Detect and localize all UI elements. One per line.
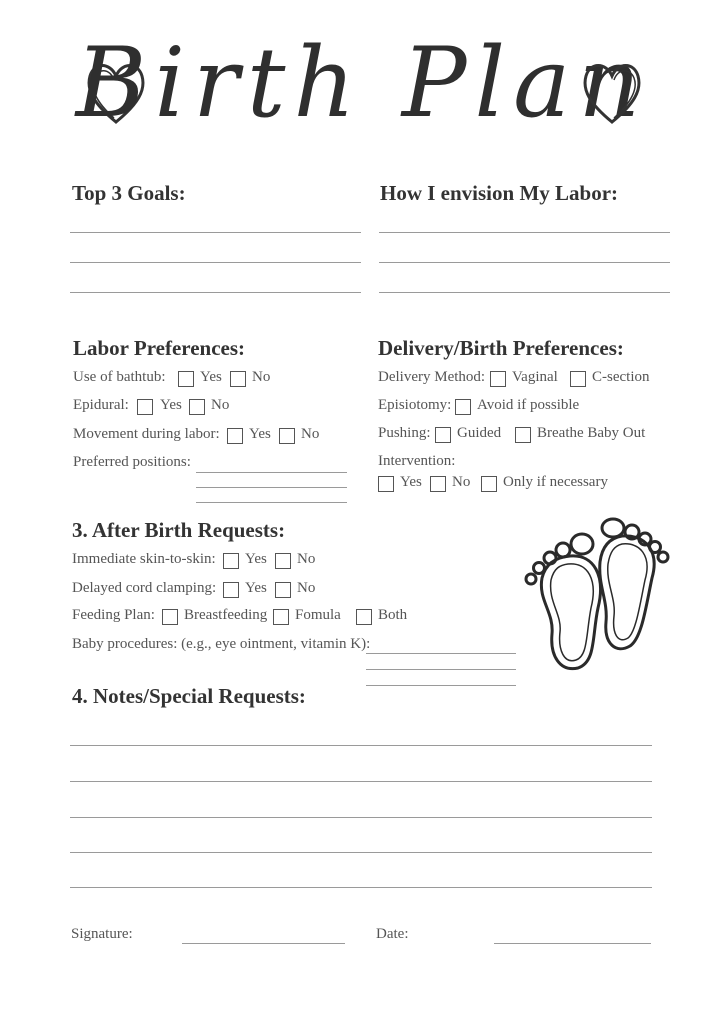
feeding-formula-label: Fomula bbox=[295, 607, 341, 623]
envision-line-1[interactable] bbox=[379, 232, 670, 233]
procedures-line-3[interactable] bbox=[366, 685, 516, 686]
delivery-heading: Delivery/Birth Preferences: bbox=[378, 336, 624, 360]
bathtub-yes-checkbox[interactable] bbox=[178, 371, 194, 387]
bathtub-label: Use of bathtub: bbox=[73, 369, 166, 385]
feeding-both-label: Both bbox=[378, 607, 408, 623]
goal-line-2[interactable] bbox=[70, 262, 361, 263]
intervention-yes-label: Yes bbox=[400, 474, 422, 490]
after-birth-heading: 3. After Birth Requests: bbox=[72, 518, 286, 542]
signature-label: Signature: bbox=[71, 926, 133, 942]
method-vaginal-label: Vaginal bbox=[512, 369, 558, 385]
episiotomy-label: Episiotomy: bbox=[378, 397, 452, 413]
envision-line-3[interactable] bbox=[379, 292, 670, 293]
pushing-guided-checkbox[interactable] bbox=[435, 427, 451, 443]
intervention-no-label: No bbox=[452, 474, 471, 490]
cord-yes-checkbox[interactable] bbox=[223, 582, 239, 598]
intervention-no-checkbox[interactable] bbox=[430, 476, 446, 492]
labor-heading: Labor Preferences: bbox=[73, 336, 246, 360]
heart-icon bbox=[580, 56, 644, 128]
goal-line-1[interactable] bbox=[70, 232, 361, 233]
method-label: Delivery Method: bbox=[378, 369, 486, 385]
procedures-line-1[interactable] bbox=[366, 653, 516, 654]
date-label: Date: bbox=[376, 926, 409, 942]
epidural-yes-checkbox[interactable] bbox=[137, 399, 153, 415]
movement-yes-label: Yes bbox=[249, 426, 271, 442]
epidural-no-label: No bbox=[211, 397, 230, 413]
movement-label: Movement during labor: bbox=[73, 426, 220, 442]
feeding-breast-label: Breastfeeding bbox=[184, 607, 268, 623]
skin-no-checkbox[interactable] bbox=[275, 553, 291, 569]
pushing-breathe-label: Breathe Baby Out bbox=[537, 425, 646, 441]
procedures-label: Baby procedures: (e.g., eye ointment, vitamin K): bbox=[72, 636, 371, 652]
intervention-necessary-label: Only if necessary bbox=[503, 474, 608, 490]
skin-yes-checkbox[interactable] bbox=[223, 553, 239, 569]
notes-line-2[interactable] bbox=[70, 781, 652, 782]
feeding-both-checkbox[interactable] bbox=[356, 609, 372, 625]
bathtub-no-label: No bbox=[252, 369, 271, 385]
skin-no-label: No bbox=[297, 551, 316, 567]
cord-yes-label: Yes bbox=[245, 580, 267, 596]
procedures-line-2[interactable] bbox=[366, 669, 516, 670]
bathtub-yes-label: Yes bbox=[200, 369, 222, 385]
notes-line-5[interactable] bbox=[70, 887, 652, 888]
positions-line-3[interactable] bbox=[196, 502, 347, 503]
bathtub-no-checkbox[interactable] bbox=[230, 371, 246, 387]
notes-line-4[interactable] bbox=[70, 852, 652, 853]
signature-line[interactable] bbox=[182, 943, 345, 944]
method-csection-label: C-section bbox=[592, 369, 650, 385]
episiotomy-avoid-checkbox[interactable] bbox=[455, 399, 471, 415]
skin-yes-label: Yes bbox=[245, 551, 267, 567]
intervention-necessary-checkbox[interactable] bbox=[481, 476, 497, 492]
cord-label: Delayed cord clamping: bbox=[72, 580, 217, 596]
page-title: Birth Plan bbox=[75, 27, 649, 139]
positions-line-2[interactable] bbox=[196, 487, 347, 488]
goals-heading: Top 3 Goals: bbox=[72, 181, 186, 205]
goal-line-3[interactable] bbox=[70, 292, 361, 293]
intervention-label: Intervention: bbox=[378, 453, 456, 469]
pushing-label: Pushing: bbox=[378, 425, 431, 441]
feeding-breast-checkbox[interactable] bbox=[162, 609, 178, 625]
date-line[interactable] bbox=[494, 943, 651, 944]
movement-no-label: No bbox=[301, 426, 320, 442]
envision-heading: How I envision My Labor: bbox=[380, 181, 619, 205]
notes-line-3[interactable] bbox=[70, 817, 652, 818]
baby-footprints-icon bbox=[520, 516, 672, 674]
feeding-formula-checkbox[interactable] bbox=[273, 609, 289, 625]
epidural-no-checkbox[interactable] bbox=[189, 399, 205, 415]
pushing-breathe-checkbox[interactable] bbox=[515, 427, 531, 443]
cord-no-label: No bbox=[297, 580, 316, 596]
positions-label: Preferred positions: bbox=[73, 454, 191, 470]
epidural-yes-label: Yes bbox=[160, 397, 182, 413]
notes-heading: 4. Notes/Special Requests: bbox=[72, 684, 306, 708]
pushing-guided-label: Guided bbox=[457, 425, 502, 441]
movement-yes-checkbox[interactable] bbox=[227, 428, 243, 444]
intervention-yes-checkbox[interactable] bbox=[378, 476, 394, 492]
method-csection-checkbox[interactable] bbox=[570, 371, 586, 387]
movement-no-checkbox[interactable] bbox=[279, 428, 295, 444]
episiotomy-avoid-label: Avoid if possible bbox=[477, 397, 580, 413]
method-vaginal-checkbox[interactable] bbox=[490, 371, 506, 387]
epidural-label: Epidural: bbox=[73, 397, 129, 413]
envision-line-2[interactable] bbox=[379, 262, 670, 263]
cord-no-checkbox[interactable] bbox=[275, 582, 291, 598]
feeding-label: Feeding Plan: bbox=[72, 607, 155, 623]
positions-line-1[interactable] bbox=[196, 472, 347, 473]
notes-line-1[interactable] bbox=[70, 745, 652, 746]
skin-label: Immediate skin-to-skin: bbox=[72, 551, 216, 567]
